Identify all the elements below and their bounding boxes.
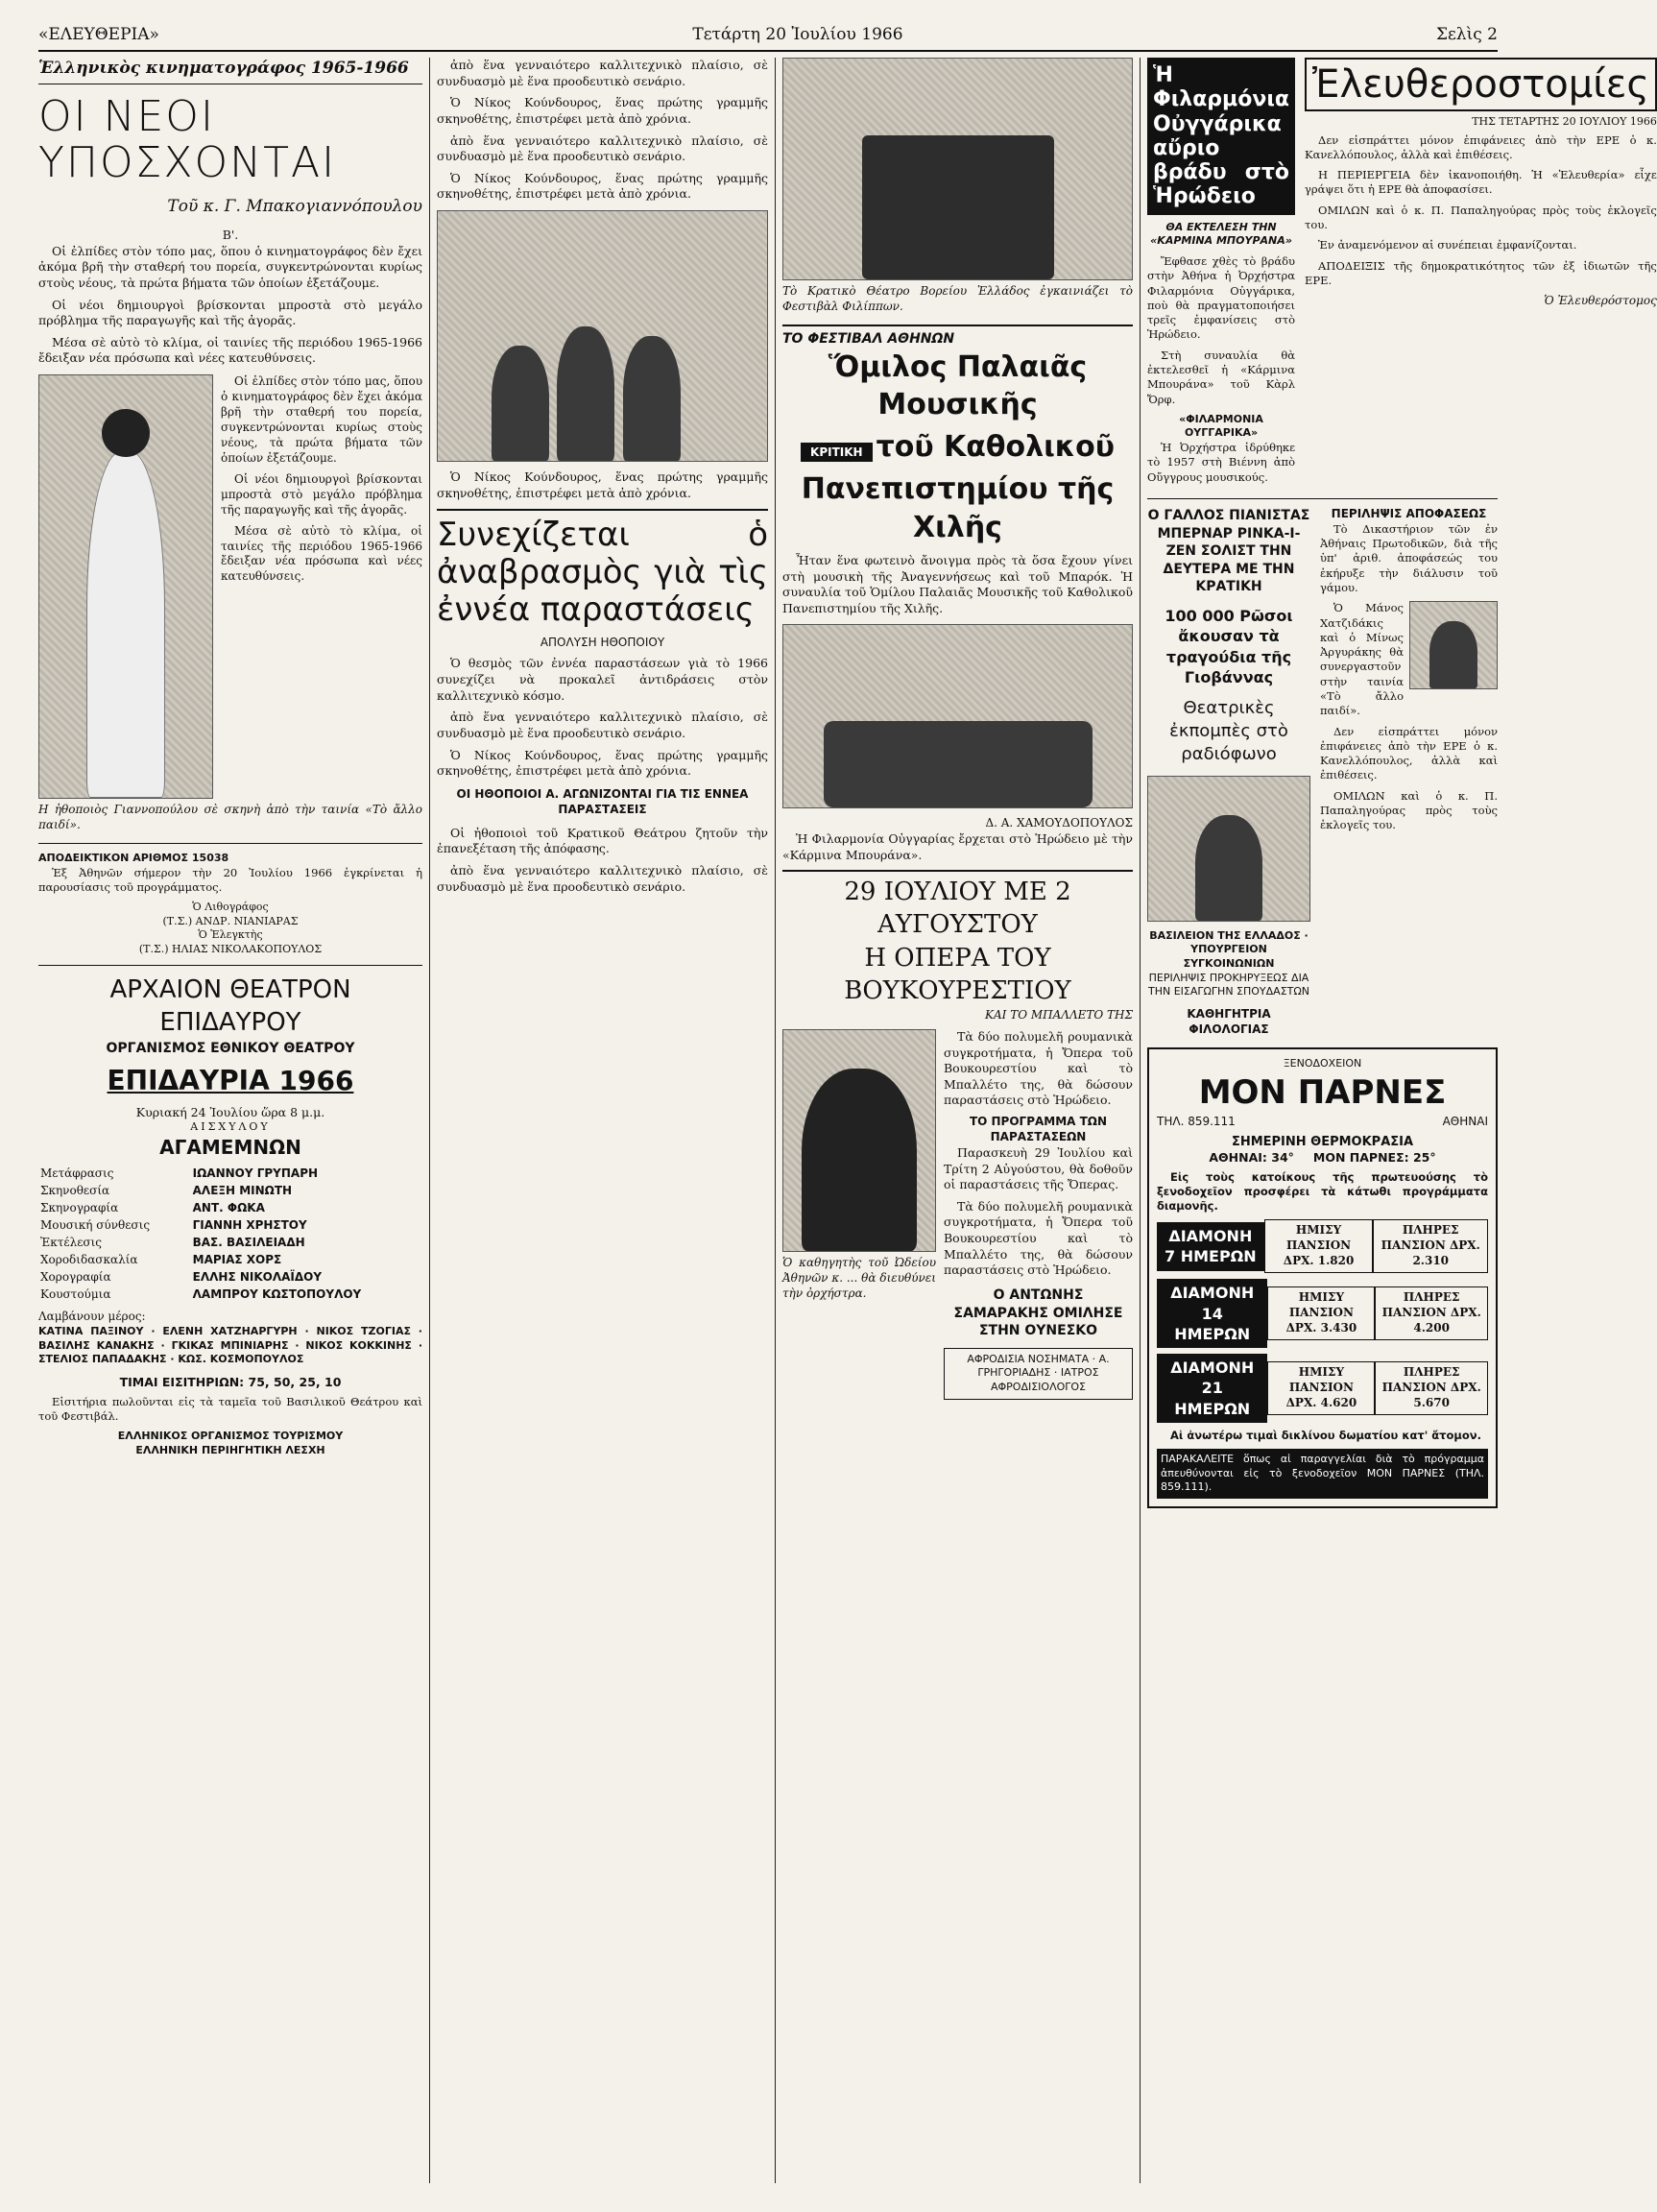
credit-role: Σκηνοθεσία [40, 1184, 110, 1198]
credit-name: ΙΩΑΝΝΟΥ ΓΡΥΠΑΡΗ [192, 1166, 319, 1181]
article-paragraph: Οἱ ἐλπίδες στὸν τόπο μας, ὅπου ὁ κινηματογράφος δὲν ἔχει ἀκόμα βρῆ τὴν σταθερή του πορεία, συγκεντρώνονται κυρίως στοὺς νέους, τὰ πρώτα βήματα τῶν ὁποίων ἐξετάζουμε. [38, 243, 422, 290]
hotel-name: ΜΟΝ ΠΑΡΝΕΣ [1198, 1072, 1447, 1112]
article-paragraph: ΟΜΙΛΩΝ καὶ ὁ κ. Π. Παπαληγούρας πρὸς τοὺς ἐκλογεῖς του. [1320, 788, 1498, 832]
ad-label: ΑΠΟΔΕΙΚΤΙΚΟΝ ΑΡΙΘΜΟΣ 15038 [38, 851, 229, 864]
price-row [1157, 1354, 1488, 1423]
column-divider [429, 58, 430, 2183]
music-headline: Ὅμιλος Παλαιᾶς Μουσικῆς [828, 349, 1088, 422]
article-title-line1: ΟΙ ΝΕΟΙ [38, 91, 215, 141]
article-paragraph: Παρασκευὴ 29 Ἰουλίου καὶ Τρίτη 2 Αὐγούστου, θὰ δοθοῦν οἱ παραστάσεις τῆς Ὄπερας. [944, 1144, 1133, 1192]
signature: Ὁ Ἐλεγκτὴς [198, 928, 263, 942]
pianist-headline: Ο ΓΑΛΛΟΣ ΠΙΑΝΙΣΤΑΣ ΜΠΕΡΝΑΡ ΡΙΝΚΑ-Ι-ΖΕΝ ΣΟΛΙΣΤ ΤΗΝ ΔΕΥΤΕΡΑ ΜΕ ΤΗΝ ΚΡΑΤΙΚΗ [1147, 507, 1310, 595]
credit-row [38, 1252, 422, 1269]
opera-subhead: ΚΑΙ ΤΟ ΜΠΑΛΛΕΤΟ ΤΗΣ [985, 1007, 1133, 1022]
music-headline: τοῦ Καθολικοῦ [876, 430, 1115, 465]
sponsor: ΕΛΛΗΝΙΚΗ ΠΕΡΙΗΓΗΤΙΚΗ ΛΕΣΧΗ [135, 1443, 325, 1456]
article-paragraph: Ὁ Μάνος Χατζιδάκις καὶ ὁ Μίνως Ἀργυράκης θὰ συνεργαστοῦν στὴν ταινία «Τὸ ἄλλο παιδί». [1320, 601, 1404, 718]
theatre-column [437, 58, 768, 2189]
duration-label: ΔΙΑΜΟΝΗ 7 ΗΜΕΡΩΝ [1157, 1222, 1264, 1271]
hotel-note: Αἱ ἀνωτέρω τιμαὶ δικλίνου δωματίου κατ' ἄτομον. [1170, 1428, 1481, 1442]
column-divider [1140, 58, 1141, 2183]
credit-role: Σκηνογραφία [40, 1201, 119, 1215]
price-row [1157, 1279, 1488, 1348]
article-paragraph: Δεν εἰσπράττει μόνον ἐπιφάνειες ἀπὸ τὴν ΕΡΕ ὁ κ. Κανελλόπουλος, ἀλλὰ καὶ ἐπιθέσεις. [1305, 132, 1657, 161]
photo-caption: Ὁ καθηγητὴς τοῦ Ὠδείου Ἀθηνῶν κ. ... θὰ διευθύνει τὴν ὀρχήστρα. [782, 1255, 936, 1300]
credit-name: ΒΑΣ. ΒΑΣΙΛΕΙΑΔΗ [192, 1236, 305, 1250]
credit-name: ΕΛΛΗΣ ΝΙΚΟΛΑΪΔΟΥ [192, 1270, 323, 1285]
credit-name: ΓΙΑΝΝΗ ΧΡΗΣΤΟΥ [192, 1218, 307, 1233]
article-paragraph: Ἦταν ἕνα φωτεινὸ ἄνοιγμα πρὸς τὰ ὅσα ἔχουν γίνει στὴ μουσικὴ τῆς Ἀναγεννήσεως καὶ τοῦ Μπαρόκ. Ἡ συναυλία τοῦ Ὁμίλου Παλαιᾶς Μουσικῆς τοῦ Καθολικοῦ Πανεπιστημίου τῆς Χιλῆς. [782, 552, 1133, 615]
article-paragraph: Τὰ δύο πολυμελῆ ρουμανικὰ συγκροτήματα, ἡ Ὄπερα τοῦ Βουκουρεστίου καὶ τὸ Μπαλλέτο της, θὰ δώσουν παραστάσεις στὸ Ἡρώδειο. [944, 1028, 1133, 1108]
credit-name: ΜΑΡΙΑΣ ΧΟΡΣ [192, 1253, 282, 1267]
article-paragraph: Τὰ δύο πολυμελῆ ρουμανικὰ συγκροτήματα, ἡ Ὄπερα τοῦ Βουκουρεστίου καὶ τὸ Μπαλλέτο της, θὰ δώσουν παραστάσεις στὸ Ἡρώδειο. [944, 1198, 1133, 1278]
ticket-prices: ΤΙΜΑΙ ΕΙΣΙΤΗΡΙΩΝ: 75, 50, 25, 10 [119, 1374, 342, 1389]
credit-name: ΑΛΕΞΗ ΜΙΝΩΤΗ [192, 1184, 293, 1198]
cast-list: ΚΑΤΙΝΑ ΠΑΞΙΝΟΥ · ΕΛΕΝΗ ΧΑΤΖΗΑΡΓΥΡΗ · ΝΙΚΟΣ ΤΖΟΓΙΑΣ · ΒΑΣΙΛΗΣ ΚΑΝΑΚΗΣ · ΓΚΙΚΑΣ ΜΠΙΝΙΑΡΗΣ · ΝΙΚΟΣ ΚΟΚΚΙΝΗΣ · ΣΤΕΛΙΟΣ ΠΑΠΑΔΑΚΗΣ · ΚΩΣ. ΚΟΣΜΟΠΟΥΛΟΣ [38, 1325, 422, 1366]
credit-role: Χορογραφία [40, 1270, 111, 1285]
article-paragraph: ἀπὸ ἕνα γενναιότερο καλλιτεχνικὸ πλαίσιο, σὲ συνδυασμὸ μὲ ἕνα προοδευτικὸ σενάριο. [437, 58, 768, 88]
price-table [1157, 1219, 1488, 1422]
article-author: Δ. Α. ΧΑΜΟΥΔΟΠΟΥΛΟΣ [985, 816, 1133, 830]
credits-table [38, 1166, 422, 1304]
article-paragraph: Ὁ θεσμὸς τῶν ἐννέα παραστάσεων γιὰ τὸ 1966 συνεχίζει νὰ προκαλεῖ ἀντιδράσεις στὸν καλλιτεχνικὸ κόσμο. [437, 656, 768, 703]
sponsor: ΕΛΛΗΝΙΚΟΣ ΟΡΓΑΝΙΣΜΟΣ ΤΟΥΡΙΣΜΟΥ [117, 1430, 344, 1443]
credit-row [38, 1217, 422, 1235]
duration-label: ΔΙΑΜΟΝΗ 21 ΗΜΕΡΩΝ [1157, 1354, 1267, 1423]
article-paragraph: Μέσα σὲ αὐτὸ τὸ κλίμα, οἱ ταινίες τῆς περιόδου 1965-1966 ἔδειξαν νέα πρόσωπα καὶ νέες κατευθύνσεις. [221, 523, 422, 584]
credit-row [38, 1286, 422, 1304]
article-paragraph: Ἐν ἀναμενόμενον αἱ συνέπειαι ἐμφανίζονται. [1318, 238, 1577, 252]
credit-row [38, 1269, 422, 1286]
city-label: ΑΘΗΝΑΙ: [1209, 1149, 1267, 1165]
music-column [782, 58, 1133, 2189]
opera-headline: Η ΟΠΕΡΑ ΤΟΥ ΒΟΥΚΟΥΡΕΣΤΙΟΥ [844, 943, 1071, 1006]
portrait-photo [1147, 776, 1310, 922]
signature: (Τ.Σ.) ΑΝΔΡ. ΝΙΑΝΙΑΡΑΣ [162, 914, 299, 927]
article-paragraph: Ὁ Νίκος Κούνδουρος, ἕνας πρώτης γραμμῆς σκηνοθέτης, ἐπιστρέφει μετὰ ἀπὸ χρόνια. [437, 95, 768, 126]
credit-role: Κουστούμια [40, 1287, 111, 1302]
article-paragraph: ἀπὸ ἕνα γενναιότερο καλλιτεχνικὸ πλαίσιο, σὲ συνδυασμὸ μὲ ἕνα προοδευτικὸ σενάριο. [437, 132, 768, 164]
hotel-label: ΜΟΝ ΠΑΡΝΕΣ: [1312, 1149, 1409, 1165]
credit-row [38, 1166, 422, 1183]
page-number: Σελὶς 2 [1435, 25, 1498, 44]
credit-role: Μετάφρασις [40, 1166, 114, 1181]
price-row [1157, 1219, 1488, 1273]
doctor-ad: ΑΦΡΟΔΙΣΙΑ ΝΟΣΗΜΑΤΑ · Α. ΓΡΗΓΟΡΙΑΔΗΣ · ΙΑΤΡΟΣ ΑΦΡΟΔΙΣΙΟΛΟΓΟΣ [944, 1348, 1133, 1400]
hotel-footer: ΠΑΡΑΚΑΛΕΙΤΕ ὅπως αἱ παραγγελίαι διὰ τὸ πρόγραμμα ἀπευθύνονται εἰς τὸ ξενοδοχεῖον ΜΟΝ ΠΑΡΝΕΣ (ΤΗΛ. 859.111). [1157, 1449, 1488, 1499]
article-paragraph: Μέσα σὲ αὐτὸ τὸ κλίμα, οἱ ταινίες τῆς περιόδου 1965-1966 ἔδειξαν νέα πρόσωπα καὶ νέες κατευθύνσεις. [38, 334, 422, 366]
half-board-price: ΗΜΙΣΥ ΠΑΝΣΙΟΝ ΔΡΧ. 1.820 [1264, 1219, 1374, 1273]
credit-role: Ἐκτέλεσις [40, 1236, 103, 1250]
duration-label: ΔΙΑΜΟΝΗ 14 ΗΜΕΡΩΝ [1157, 1279, 1267, 1348]
full-board-price: ΠΛΗΡΕΣ ΠΑΝΣΙΟΝ ΔΡΧ. 5.670 [1375, 1361, 1488, 1415]
samarakis-headline: Ο ΑΝΤΩΝΗΣ ΣΑΜΑΡΑΚΗΣ ΟΜΙΛΗΣΕ ΣΤΗΝ ΟΥΝΕΣΚΟ [953, 1286, 1123, 1339]
article-paragraph: Οἱ νέοι δημιουργοὶ βρίσκονται μπροστὰ στὸ μεγάλο πρόβλημα τῆς παραγωγῆς καὶ τῆς ἀγορᾶς. [221, 471, 422, 517]
credit-role: Χοροδιδασκαλία [40, 1253, 138, 1267]
article-kicker: Ἑλληνικὸς κινηματογράφος 1965-1966 [38, 58, 422, 84]
court-title: ΠΕΡΙΛΗΨΙΣ ΑΠΟΦΑΣΕΩΣ [1331, 506, 1487, 520]
page-header [38, 21, 1498, 52]
ticket-info: Εἰσιτήρια πωλοῦνται εἰς τὰ ταμεῖα τοῦ Βασιλικοῦ Θεάτρου καὶ τοῦ Φεστιβάλ. [38, 1394, 422, 1423]
newspaper-name: «ΕΛΕΥΘΕΡΙΑ» [38, 25, 159, 44]
article-paragraph: ἀπὸ ἕνα γενναιότερο καλλιτεχνικὸ πλαίσιο, σὲ συνδυασμὸ μὲ ἕνα προοδευτικὸ σενάριο. [437, 709, 768, 740]
article-paragraph: ΑΠΟΔΕΙΞΙΣ τῆς δημοκρατικότητος τῶν ἐξ ἰδιωτῶν τῆς ΕΡΕ. [1305, 258, 1657, 287]
choir-photo [782, 624, 1133, 808]
article-paragraph: Στὴ συναυλία θὰ ἐκτελεσθεῖ ἡ «Κάρμινα Μπουράνα» τοῦ Κὰρλ Ὄρφ. [1147, 348, 1296, 406]
article-paragraph: ἀπὸ ἕνα γενναιότερο καλλιτεχνικὸ πλαίσιο, σὲ συνδυασμὸ μὲ ἕνα προοδευτικὸ σενάριο. [437, 863, 768, 894]
athens-temp: 34° [1271, 1149, 1294, 1165]
festival-photo [437, 210, 768, 462]
credit-name: ΑΝΤ. ΦΩΚΑ [192, 1201, 265, 1215]
festival-title: ΕΠΙΔΑΥΡΙΑ 1966 [107, 1065, 354, 1097]
cinema-article [38, 58, 422, 2189]
article-paragraph: Δεν εἰσπράττει μόνον ἐπιφάνειες ἀπὸ τὴν ΕΡΕ ὁ κ. Κανελλόπουλος, ἀλλὰ καὶ ἐπιθέσεις. [1320, 724, 1498, 782]
legal-notice: Ἐξ Ἀθηνῶν σήμερον τὴν 20 Ἰουλίου 1966 ἐγκρίνεται ἡ παρουσίασις τοῦ προγράμματος. [38, 865, 422, 894]
conductor-photo [782, 1029, 936, 1252]
play-title: ΑΓΑΜΕΜΝΩΝ [159, 1135, 301, 1159]
column-date: ΤΗΣ ΤΕΤΑΡΤΗΣ 20 ΙΟΥΛΙΟΥ 1966 [1472, 115, 1657, 128]
article-title-line2: ΥΠΟΣΧΟΝΤΑΙ [38, 138, 337, 187]
performance-date: Κυριακή 24 Ἰουλίου ὥρα 8 μ.μ. [135, 1104, 325, 1119]
half-board-price: ΗΜΙΣΥ ΠΑΝΣΙΟΝ ΔΡΧ. 4.620 [1267, 1361, 1375, 1415]
article-paragraph: Ἡ Φιλαρμονία Οὐγγαρίας ἔρχεται στὸ Ἡρώδειο μὲ τὴν «Κάρμινα Μπουράνα». [782, 831, 1133, 863]
article-paragraph: Ὁ Νίκος Κούνδουρος, ἕνας πρώτης γραμμῆς σκηνοθέτης, ἐπιστρέφει μετὰ ἀπὸ χρόνια. [437, 170, 768, 202]
article-byline: Τοῦ κ. Γ. Μπακογιαννόπουλου [167, 197, 422, 217]
signature: Ὁ Λιθογράφος [192, 901, 269, 914]
right-column [1147, 58, 1657, 2189]
article-paragraph: Οἱ νέοι δημιουργοὶ βρίσκονται μπροστὰ στὸ μεγάλο πρόβλημα τῆς παραγωγῆς καὶ τῆς ἀγορᾶς. [38, 297, 422, 328]
ministry-notice: ΒΑΣΙΛΕΙΟΝ ΤΗΣ ΕΛΛΑΔΟΣ · ΥΠΟΥΡΓΕΙΟΝ ΣΥΓΚΟΙΝΩΝΙΩΝ [1149, 928, 1309, 971]
article-paragraph: Οἱ ἠθοποιοὶ τοῦ Κρατικοῦ Θεάτρου ζητοῦν τὴν ἐπανεξέταση τῆς ἀπόφασης. [437, 825, 768, 856]
hotel-offer: Εἰς τοὺς κατοίκους τῆς πρωτευούσης τὸ ξενοδοχεῖον προσφέρει τὰ κάτωθι προγράμματα διαμονῆς. [1157, 1169, 1488, 1214]
actress-photo [38, 374, 213, 799]
credit-row [38, 1235, 422, 1252]
credit-role: Μουσική σύνθεσις [40, 1218, 151, 1233]
signature: (Τ.Σ.) ΗΛΙΑΣ ΝΙΚΟΛΑΚΟΠΟΥΛΟΣ [138, 942, 323, 955]
full-board-price: ΠΛΗΡΕΣ ΠΑΝΣΙΟΝ ΔΡΧ. 2.310 [1373, 1219, 1488, 1273]
full-board-price: ΠΛΗΡΕΣ ΠΑΝΣΙΟΝ ΔΡΧ. 4.200 [1375, 1286, 1488, 1340]
theatre-photo [782, 58, 1133, 280]
portrait-photo [1409, 601, 1498, 689]
parnes-temp: 25° [1412, 1149, 1436, 1165]
hungary-headline: Ἡ Φιλαρμόνια Οὐγγάρικα αὔριο βράδυ στὸ Ἡρώδειο [1147, 58, 1295, 215]
credit-name: ΛΑΜΠΡΟΥ ΚΩΣΤΟΠΟΥΛΟΥ [192, 1287, 362, 1302]
hotel-city: ΑΘΗΝΑΙ [1442, 1114, 1488, 1128]
music-headline: Πανεπιστημίου τῆς Χιλῆς [801, 472, 1115, 545]
article-paragraph: Ὁ Νίκος Κούνδουρος, ἕνας πρώτης γραμμῆς σκηνοθέτης, ἐπιστρέφει μετὰ ἀπὸ χρόνια. [437, 469, 768, 500]
exam-notice: ΠΕΡΙΛΗΨΙΣ ΠΡΟΚΗΡΥΞΕΩΣ ΔΙΑ ΤΗΝ ΕΙΣΑΓΩΓΗΝ ΣΠΟΥΔΑΣΤΩΝ [1148, 971, 1309, 998]
column-signature: Ὁ Ἐλευθερόστομος [1544, 294, 1657, 308]
theatre-org: ΟΡΓΑΝΙΣΜΟΣ ΕΘΝΙΚΟΥ ΘΕΑΤΡΟΥ [106, 1040, 355, 1056]
article-paragraph: Ὁ Νίκος Κούνδουρος, ἕνας πρώτης γραμμῆς σκηνοθέτης, ἐπιστρέφει μετὰ ἀπὸ χρόνια. [437, 747, 768, 779]
photo-caption: Η ἠθοποιὸς Γιαννοπούλου σὲ σκηνὴ ἀπὸ τὴν ταινία «Τὸ ἄλλο παιδί». [38, 803, 422, 831]
article-paragraph: Ἔφθασε χθὲς τὸ βράδυ στὴν Ἀθήνα ἡ Ὀρχήστρα Φιλαρμόνια Οὐγγάρικα, ποὺ θὰ πραγματοποιήσει τρεῖς ἐμφανίσεις στὸ Ἡρώδειο. [1147, 254, 1296, 342]
russians-headline: 100 000 Ρῶσοι ἄκουσαν τὰ τραγούδια τῆς Γιοβάννας [1165, 606, 1293, 686]
critic-tag: ΚΡΙΤΙΚΗ [801, 443, 873, 462]
article-paragraph: ΟΜΙΛΩΝ καὶ ὁ κ. Π. Παπαληγούρας πρὸς τοὺς ἐκλογεῖς του. [1305, 203, 1657, 232]
credit-row [38, 1183, 422, 1200]
column-divider [775, 58, 776, 2183]
issue-date: Τετάρτη 20 Ἰουλίου 1966 [692, 25, 903, 44]
cast-label: Λαμβάνουν μέρος: [38, 1310, 146, 1324]
temperature-label: ΣΗΜΕΡΙΝΗ ΘΕΡΜΟΚΡΑΣΙΑ [1231, 1134, 1414, 1149]
hungary-subhead: «ΦΙΛΑΡΜΟΝΙΑ ΟΥΓΓΑΡΙΚΑ» [1179, 412, 1263, 440]
photo-caption: Τὸ Κρατικὸ Θέατρο Βορείου Ἑλλάδος ἐγκαινιάζει τὸ Φεστιβὰλ Φιλίππων. [782, 284, 1133, 313]
article-paragraph: Η ΠΕΡΙΕΡΓΕΙΑ δὲν ἱκανοποιήθη. Ἡ «Ἑλευθερία» εἶχε γράψει ὅτι ἡ ΕΡΕ θὰ ἀποφασίσει. [1305, 168, 1657, 197]
festival-section: ΤΟ ΦΕΣΤΙΒΑΛ ΑΘΗΝΩΝ [782, 325, 1133, 349]
hotel-ad [1147, 1047, 1498, 1508]
article-paragraph: Οἱ ἐλπίδες στὸν τόπο μας, ὅπου ὁ κινηματογράφος δὲν ἔχει ἀκόμα βρῆ τὴν σταθερή του πορεία, συγκεντρώνονται κυρίως στοὺς νέους, τὰ πρώτα βήματα τῶν ὁποίων ἐξετάζουμε. [221, 374, 422, 465]
theatre-headline: Συνεχίζεται ὁ ἀναβρασμὸς γιὰ τὶς ἐννέα παραστάσεις [437, 509, 768, 629]
hotel-kicker: ΞΕΝΟΔΟΧΕΙΟΝ [1283, 1056, 1362, 1070]
play-author: ΑΙΣΧΥΛΟΥ [190, 1120, 271, 1134]
theatre-name: ΑΡΧΑΙΟΝ ΘΕΑΤΡΟΝ ΕΠΙΔΑΥΡΟΥ [109, 974, 351, 1038]
credit-row [38, 1200, 422, 1217]
opera-headline: 29 ΙΟΥΛΙΟΥ ΜΕ 2 ΑΥΓΟΥΣΤΟΥ [782, 870, 1133, 942]
tutor-ad: ΚΑΘΗΓΗΤΡΙΑ ΦΙΛΟΛΟΓΙΑΣ [1187, 1006, 1271, 1036]
program-title: ΤΟ ΠΡΟΓΡΑΜΜΑ ΤΩΝ ΠΑΡΑΣΤΑΣΕΩΝ [969, 1115, 1108, 1144]
article-paragraph: Ἡ Ὀρχήστρα ἱδρύθηκε τὸ 1957 στὴ Βιέννη ἀπὸ Οὔγγρους μουσικούς. [1147, 441, 1296, 484]
court-notice: Τὸ Δικαστήριον τῶν ἐν Ἀθήναις Πρωτοδικῶν, διὰ τῆς ὑπ' ἀριθ. ἀποφάσεώς του ἐκήρυξε τὴν διάλυσιν τοῦ γάμου. [1320, 521, 1498, 595]
hungary-subhead: ΘΑ ΕΚΤΕΛΕΣΗ ΤΗΝ «ΚΑΡΜΙΝΑ ΜΠΟΥΡΑΝΑ» [1150, 220, 1292, 248]
theatre-subhead: ΑΠΟΛΥΣΗ ΗΘΟΠΟΙΟΥ [540, 635, 665, 649]
broadcast-headline: Θεατρικὲς ἐκπομπὲς στὸ ραδιόφωνο [1169, 698, 1288, 764]
column-title: Ἐλευθεροστομίες [1305, 58, 1657, 111]
theatre-subhead: ΟΙ ΗΘΟΠΟΙΟΙ Α. ΑΓΩΝΙΖΟΝΤΑΙ ΓΙΑ ΤΙΣ ΕΝΝΕΑ ΠΑΡΑΣΤΑΣΕΙΣ [456, 786, 749, 816]
section-number: Β'. [222, 228, 239, 242]
hotel-phone: ΤΗΛ. 859.111 [1157, 1114, 1236, 1128]
half-board-price: ΗΜΙΣΥ ΠΑΝΣΙΟΝ ΔΡΧ. 3.430 [1267, 1286, 1375, 1340]
